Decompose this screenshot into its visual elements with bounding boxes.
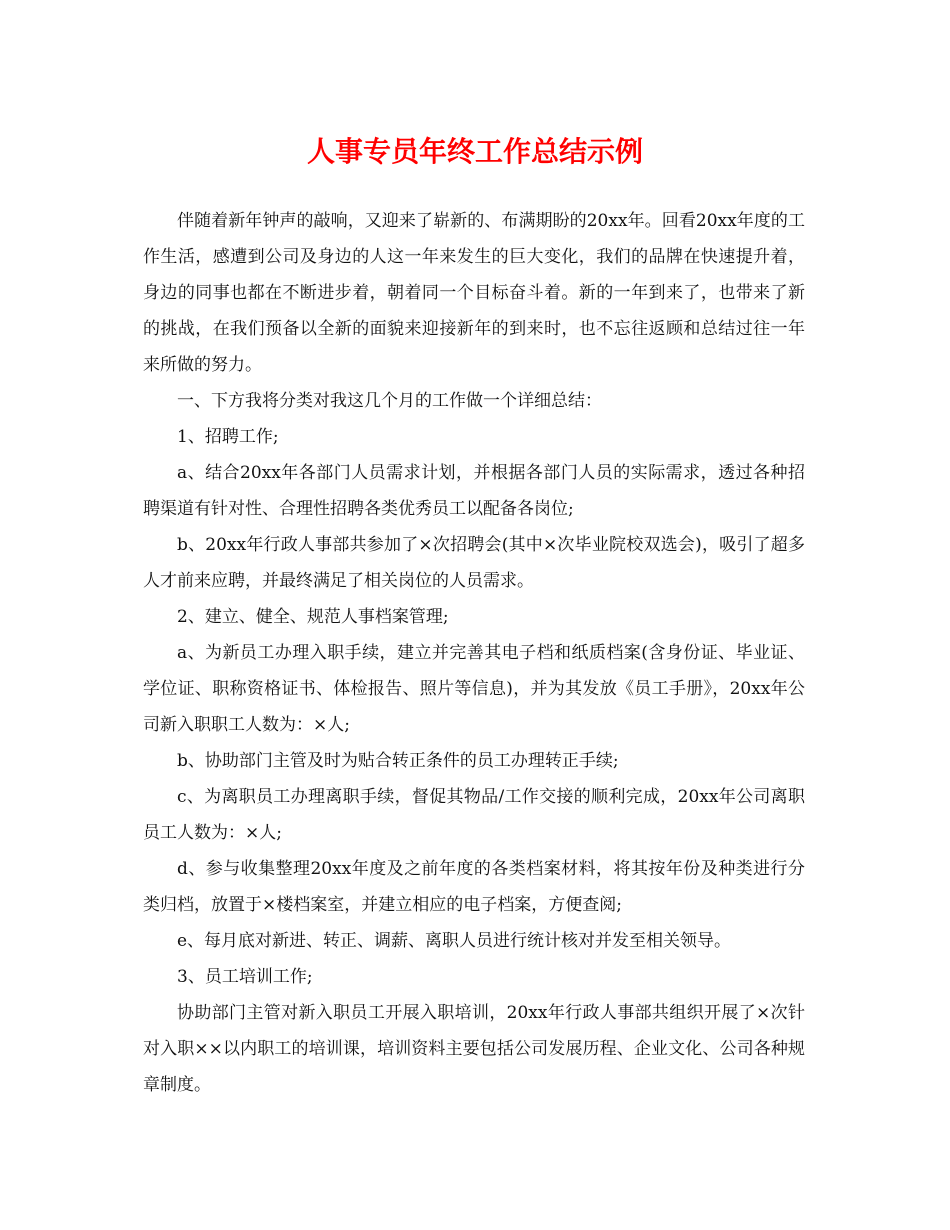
paragraph-recruiting-a: a、结合20xx年各部门人员需求计划，并根据各部门人员的实际需求，透过各种招聘渠道有针对性、合理性招聘各类优秀员工以配备各岗位; <box>143 463 805 519</box>
paragraph-archives-a: a、为新员工办理入职手续，建立并完善其电子档和纸质档案(含身份证、毕业证、学位证、职称资格证书、体检报告、照片等信息)，并为其发放《员工手册》，20xx年公司新入职职工人数为：×人; <box>143 643 805 735</box>
paragraph-recruiting-b: b、20xx年行政人事部共参加了×次招聘会(其中×次毕业院校双选会)，吸引了超多人才前来应聘，并最终满足了相关岗位的人员需求。 <box>143 535 805 591</box>
paragraph-archives-e: e、每月底对新进、转正、调薪、离职人员进行统计核对并发至相关领导。 <box>177 931 732 951</box>
document-title: 人事专员年终工作总结示例 <box>306 135 643 168</box>
paragraph-archives-c: c、为离职员工办理离职手续，督促其物品/工作交接的顺利完成，20xx年公司离职员工人数为：×人; <box>143 787 805 843</box>
paragraph-training-body: 协助部门主管对新入职员工开展入职培训，20xx年行政人事部共组织开展了×次针对入职××以内职工的培训课，培训资料主要包括公司发展历程、企业文化、公司各种规章制度。 <box>143 1003 805 1095</box>
paragraph-archives-heading: 2、建立、健全、规范人事档案管理; <box>177 607 449 627</box>
paragraph-section-heading: 一、下方我将分类对我这几个月的工作做一个详细总结： <box>177 391 602 411</box>
document-body <box>143 203 805 1103</box>
paragraph-archives-b: b、协助部门主管及时为贴合转正条件的员工办理转正手续; <box>177 751 619 771</box>
paragraph-intro: 伴随着新年钟声的敲响，又迎来了崭新的、布满期盼的20xx年。回看20xx年度的工作生活，感遭到公司及身边的人这一年来发生的巨大变化，我们的品牌在快速提升着，身边的同事也都在不断进步着，朝着同一个目标奋斗着。新的一年到来了，也带来了新的挑战，在我们预备以全新的面貌来迎接新年的到来时，也不忘往返顾和总结过往一年来所做的努力。 <box>143 211 805 375</box>
paragraph-archives-d: d、参与收集整理20xx年度及之前年度的各类档案材料，将其按年份及种类进行分类归档，放置于×楼档案室，并建立相应的电子档案，方便查阅; <box>143 859 805 915</box>
paragraph-training-heading: 3、员工培训工作; <box>177 967 313 987</box>
paragraph-recruiting-heading: 1、招聘工作; <box>177 427 279 447</box>
